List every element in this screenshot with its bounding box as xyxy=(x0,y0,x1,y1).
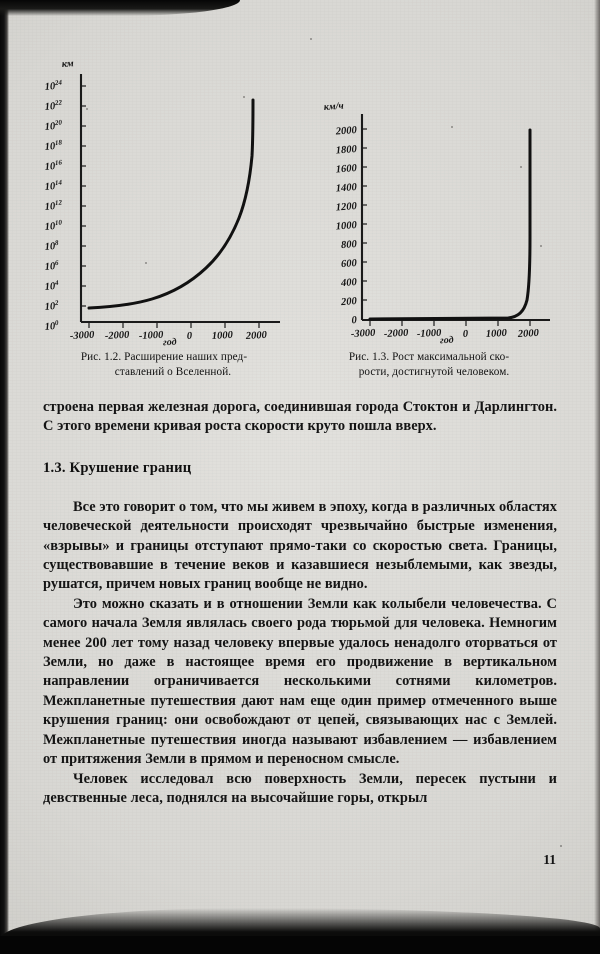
svg-text:200: 200 xyxy=(340,296,358,309)
svg-text:800: 800 xyxy=(340,239,358,252)
chart-1-2-svg xyxy=(40,52,290,344)
chart-1-3-ylabel: км/ч xyxy=(323,100,345,113)
scan-edge-left xyxy=(0,0,9,954)
svg-text:400: 400 xyxy=(340,277,358,290)
svg-text:0: 0 xyxy=(462,328,469,340)
figure-1-2 xyxy=(40,52,290,349)
svg-text:100: $10^0$ xyxy=(44,318,59,333)
svg-text:1024: $10^{24}$ xyxy=(44,78,63,93)
chart-1-2-curve xyxy=(89,100,253,308)
spacer xyxy=(43,478,557,498)
svg-text:1000: 1000 xyxy=(335,220,358,233)
svg-text:102: $10^2$ xyxy=(44,298,59,313)
chart-1-3-svg xyxy=(312,52,560,344)
chart-1-2-xaxis-title: год xyxy=(162,336,177,349)
svg-text:1012: $10^{12}$ xyxy=(44,198,63,213)
svg-text:1000: 1000 xyxy=(485,327,508,340)
svg-text:1400: 1400 xyxy=(335,182,358,195)
svg-text:1014: $10^{14}$ xyxy=(44,178,63,193)
figure-1-2-caption-line1: Рис. 1.2. Расширение наших пред- xyxy=(80,351,248,363)
svg-text:1022: $10^{22}$ xyxy=(44,98,63,113)
svg-text:0: 0 xyxy=(351,315,358,327)
paragraph-2: Это можно сказать и в отношении Земли как колыбели человечества. С самого начала Земля являлась своего рода тюрьмой для человека. Немногим менее 200 лет тому назад человеку впервые удалось ненадолго оторваться от Земли, но даже в настоящее время его продвижение в вертикальном направлении ограничивается несколькими сотнями километров. Межпланетные путешествия дают нам еще один пример отмеченного выше крушения границ: они освобождают от цепей, связывающих нас с Землей. Межпланетные путешествия иногда называют избавлением — избавлением от притяжения Земли в прямом и переносном смысле. xyxy=(43,595,557,768)
paragraph-1: Все это говорит о том, что мы живем в эпоху, когда в различных областях человеческой деятельности происходят чрезвычайно быстрые изменения, «взрывы» и границы отступают прямо-таки со скоростью света. Границы, существовавшие в течение веков и казавшиеся незыблемыми, как звезды, рушатся, причем новых границ вообще не видно. xyxy=(43,498,557,593)
svg-text:104: $10^4$ xyxy=(44,278,59,293)
svg-text:1018: $10^{18}$ xyxy=(44,138,63,153)
chart-1-3-xaxis-title: год xyxy=(439,334,454,347)
chart-1-3-yticklabels xyxy=(334,125,357,326)
figure-1-2-caption xyxy=(40,350,288,379)
scan-edge-right xyxy=(594,0,600,954)
svg-text:1010: $10^{10}$ xyxy=(44,218,63,233)
section-heading: 1.3. Крушение границ xyxy=(43,459,192,476)
svg-text:0: 0 xyxy=(186,330,193,342)
svg-text:1600: 1600 xyxy=(335,163,358,176)
chart-1-2-ylabel: км xyxy=(61,58,75,70)
svg-text:-2000: -2000 xyxy=(104,329,130,342)
figure-1-3-caption xyxy=(298,350,560,379)
svg-text:-3000: -3000 xyxy=(350,327,376,340)
svg-text:-1000: -1000 xyxy=(416,327,442,340)
figure-1-3-caption-line2: рости, достигнутой человеком. xyxy=(358,365,510,378)
svg-text:2000: 2000 xyxy=(517,327,540,340)
paragraph-continuation: строена первая железная дорога, соединившая города Стоктон и Дарлингтон. С этого времени кривая роста скорости круто пошла вверх. xyxy=(43,399,557,435)
svg-text:-1000: -1000 xyxy=(138,329,164,342)
scan-edge-bottom-solid xyxy=(0,936,600,954)
spacer xyxy=(43,437,557,459)
svg-text:1200: 1200 xyxy=(335,201,358,214)
svg-text:1800: 1800 xyxy=(335,144,358,157)
chart-1-2-yticklabels xyxy=(44,78,63,333)
figure-1-3 xyxy=(312,52,560,347)
svg-text:1020: $10^{20}$ xyxy=(44,118,63,133)
chart-1-3-curve xyxy=(370,130,530,319)
svg-text:108: $10^8$ xyxy=(44,238,59,253)
body-text xyxy=(43,398,557,808)
svg-text:106: $10^6$ xyxy=(44,258,59,273)
svg-text:2000: 2000 xyxy=(245,329,268,342)
svg-text:-2000: -2000 xyxy=(383,327,409,340)
figure-row xyxy=(40,52,560,349)
svg-text:-3000: -3000 xyxy=(69,329,95,342)
svg-text:2000: 2000 xyxy=(335,125,358,138)
paragraph-3: Человек исследовал всю поверхность Земли, пересек пустыни и девственные леса, поднялся на высочайшие горы, открыл xyxy=(43,770,557,806)
figure-1-3-caption-line1: Рис. 1.3. Рост максимальной ско- xyxy=(348,351,510,363)
svg-text:1000: 1000 xyxy=(211,329,234,342)
svg-text:1016: $10^{16}$ xyxy=(44,158,63,173)
figure-1-2-caption-line2: ставлений о Вселенной. xyxy=(114,365,232,378)
page-number: 11 xyxy=(543,852,556,867)
svg-text:600: 600 xyxy=(340,258,358,271)
